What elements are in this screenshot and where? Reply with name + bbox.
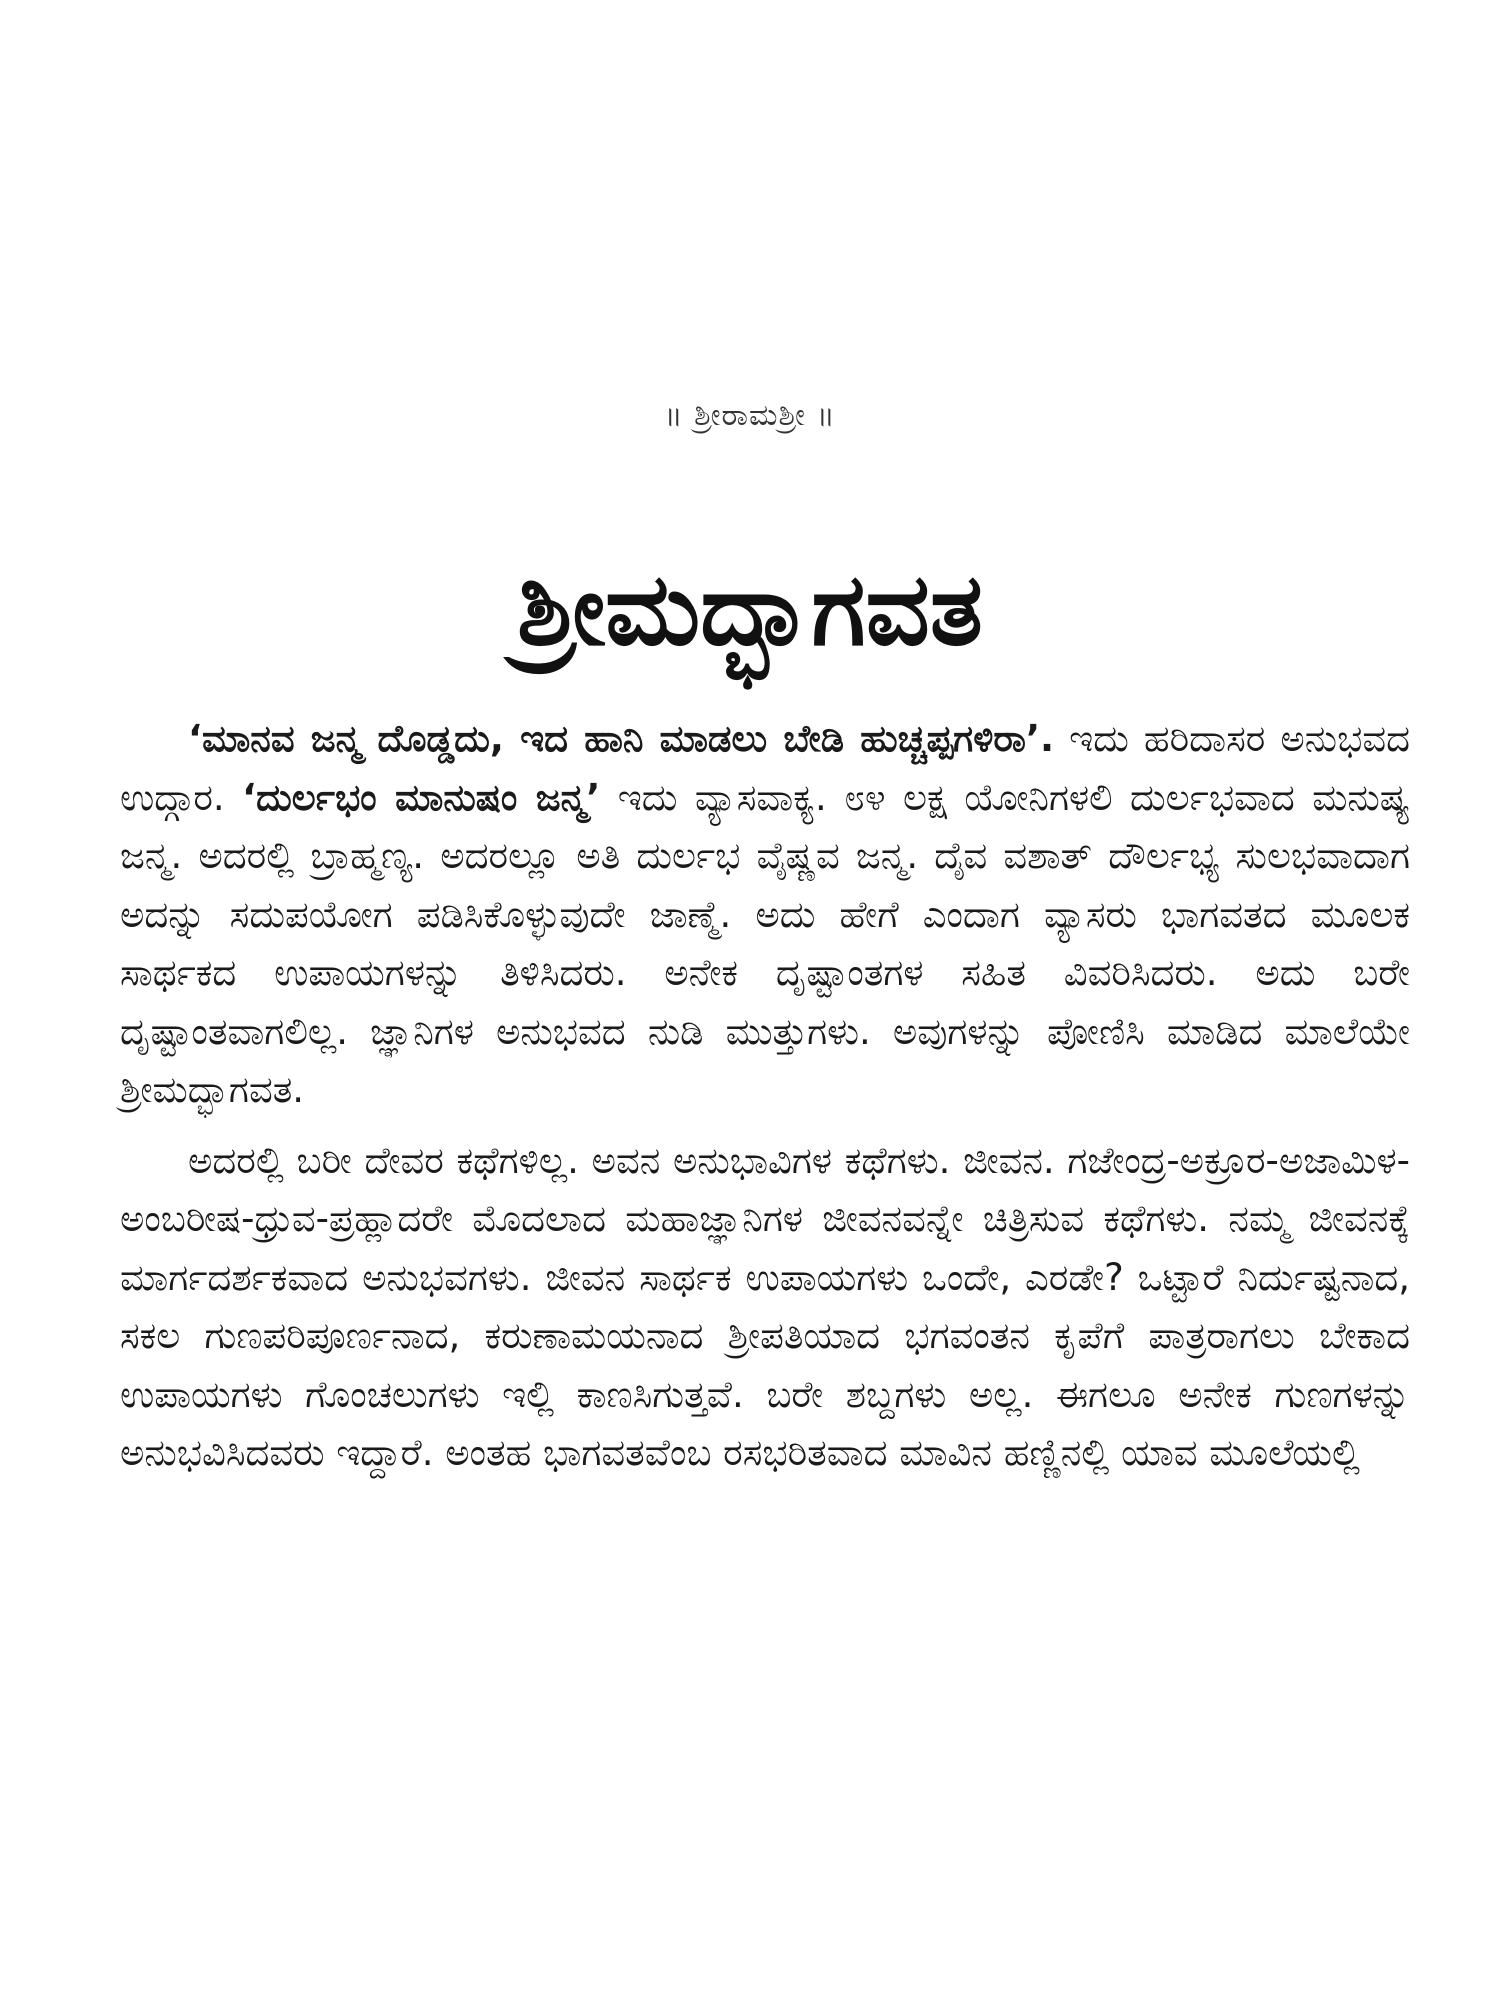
invocation-line: ॥ ಶ್ರೀರಾಮಶ್ರೀ ॥ <box>664 398 836 433</box>
quote-2: ‘ದುರ್ಲಭಂ ಮಾನುಷಂ ಜನ್ಮ’ <box>242 775 601 819</box>
paragraph-2: ಅದರಲ್ಲಿ ಬರೀ ದೇವರ ಕಥೆಗಳಿಲ್ಲ. ಅವನ ಅನುಭಾವಿಗಳ ಕಥೆಗಳು. ಜೀವನ. ಗಜೇಂದ್ರ-ಅಕ್ರೂರ-ಅಜಾಮಿಳ-ಅಂಬರೀಷ-ಧ್ರುವ-ಪ್ರಹ್ಲಾದರೇ ಮೊದಲಾದ ಮಹಾಜ್ಞಾನಿಗಳ ಜೀವನವನ್ನೇ ಚಿತ್ರಿಸುವ ಕಥೆಗಳು. ನಮ್ಮ ಜೀವನಕ್ಕೆ ಮಾರ್ಗದರ್ಶಕವಾದ ಅನುಭವಗಳು. ಜೀವನ ಸಾರ್ಥಕ ಉಪಾಯಗಳು ಒಂದೇ, ಎರಡೇ? ಒಟ್ಟಾರೆ ನಿರ್ದುಷ್ಟನಾದ, ಸಕಲ ಗುಣಪರಿಪೂರ್ಣನಾದ, ಕರುಣಾಮಯನಾದ ಶ್ರೀಪತಿಯಾದ ಭಗವಂತನ ಕೃಪೆಗೆ ಪಾತ್ರರಾಗಲು ಬೇಕಾದ ಉಪಾಯಗಳು ಗೊಂಚಲುಗಳು ಇಲ್ಲಿ ಕಾಣಸಿಗುತ್ತವೆ. ಬರೇ ಶಬ್ದಗಳು ಅಲ್ಲ. ಈಗಲೂ ಅನೇಕ ಗುಣಗಳನ್ನು ಅನುಭವಿಸಿದವರು ಇದ್ದಾರೆ. ಅಂತಹ ಭಾಗವತವೆಂಬ ರಸಭರಿತವಾದ ಮಾವಿನ ಹಣ್ಣಿನಲ್ಲಿ ಯಾವ ಮೂಲೆಯಲ್ಲಿ <box>120 1138 1410 1474</box>
paragraph-1-text-b: ಇದು ವ್ಯಾಸವಾಕ್ಯ. ೮೪ ಲಕ್ಷ ಯೋನಿಗಳಲಿ ದುರ್ಲಭವಾದ ಮನುಷ್ಯ ಜನ್ಮ. ಅದರಲ್ಲಿ ಬ್ರಾಹ್ಮಣ್ಯ. ಅದರಲ್ಲೂ ಅತಿ ದುರ್ಲಭ ವೈಷ್ಣವ ಜನ್ಮ. ದೈವ ವಶಾತ್ ದೌರ್ಲಭ್ಯ ಸುಲಭವಾದಾಗ ಅದನ್ನು ಸದುಪಯೋಗ ಪಡಿಸಿಕೊಳ್ಳುವುದೇ ಜಾಣ್ಮೆ. ಅದು ಹೇಗೆ ಎಂದಾಗ ವ್ಯಾಸರು ಭಾಗವತದ ಮೂಲಕ ಸಾರ್ಥಕದ ಉಪಾಯಗಳನ್ನು ತಿಳಿಸಿದರು. ಅನೇಕ ದೃಷ್ಟಾಂತಗಳ ಸಹಿತ ವಿವರಿಸಿದರು. ಅದು ಬರೇ ದೃಷ್ಟಾಂತವಾಗಲಿಲ್ಲ. ಜ್ಞಾನಿಗಳ ಅನುಭವದ ನುಡಿ ಮುತ್ತುಗಳು. ಅವುಗಳನ್ನು ಪೋಣಿಸಿ ಮಾಡಿದ ಮಾಲೆಯೇ ಶ್ರೀಮದ್ಭಾಗವತ. <box>120 775 1411 1111</box>
body-text <box>120 710 1410 1495</box>
quote-1: ‘ಮಾನವ ಜನ್ಮ ದೊಡ್ಡದು, ಇದ ಹಾನಿ ಮಾಡಲು ಬೇಡಿ ಹುಚ್ಚಪ್ಪಗಳಿರಾ’. <box>188 717 1055 760</box>
paragraph-1 <box>120 710 1410 1120</box>
page-title: ಶ್ರೀಮದ್ಭಾಗವತ <box>517 551 983 668</box>
paragraph-1-text-a: ಇದು ಹರಿದಾಸರ ಅನುಭವದ ಉದ್ಗಾರ. <box>120 717 1410 819</box>
